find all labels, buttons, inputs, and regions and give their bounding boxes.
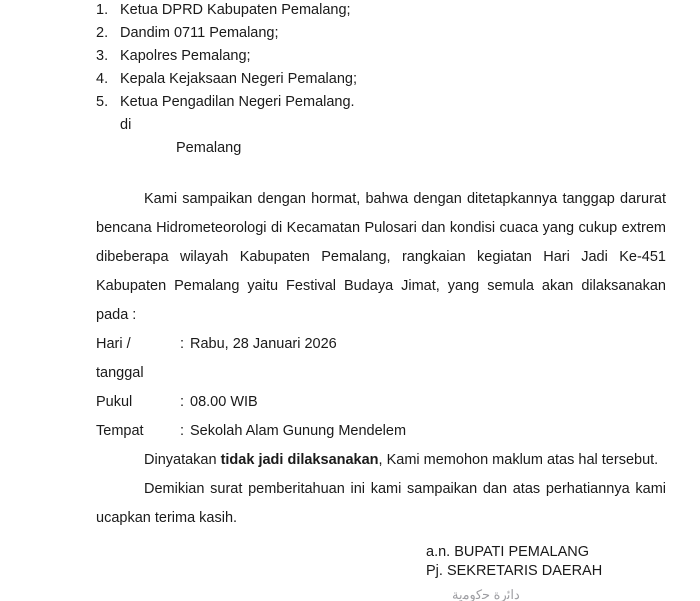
statement-before: Dinyatakan (144, 452, 221, 468)
recipient-place: Pemalang (176, 139, 242, 156)
list-item (96, 92, 666, 114)
list-item-label: Ketua Pengadilan Negeri Pemalang. (120, 94, 355, 110)
recipient-di-label: di (120, 117, 132, 133)
detail-row (96, 388, 666, 417)
official-stamp: ﺩﺍﺋﺭﺓ ﺣﻛﻭﻣﻳﺔ (452, 587, 520, 601)
detail-separator: : (180, 336, 185, 352)
detail-row (96, 330, 666, 388)
detail-label: Hari / tanggal (96, 336, 144, 381)
list-item-number: 3. (96, 48, 109, 64)
body-paragraph-1: Kami sampaikan dengan hormat, bahwa dengan ditetapkannya tanggap darurat bencana Hidrometeorologi di Kecamatan Pulosari dan kondisi cuaca yang cukup extrem dibeberapa wilayah Kabupaten Pemalang, rangkaian kegiatan Hari Jadi Ke-451 Kabupaten Pemalang yaitu Festival Budaya Jimat, yang semula akan dilaksanakan pada : (96, 191, 666, 323)
detail-separator: : (180, 423, 185, 439)
recipient-list (96, 0, 666, 114)
statement-highlight: tidak jadi dilaksanakan (220, 452, 379, 468)
list-item-number: 5. (96, 94, 109, 110)
list-item-number: 2. (96, 25, 109, 41)
list-item (96, 46, 666, 68)
list-item-number: 4. (96, 71, 109, 87)
statement-paragraph (96, 446, 666, 475)
list-item (96, 69, 666, 91)
list-item-number: 1. (96, 2, 109, 18)
list-item-label: Kapolres Pemalang; (120, 48, 251, 64)
detail-label: Pukul (96, 394, 133, 410)
signature-block (426, 543, 666, 581)
detail-value: 08.00 WIB (190, 394, 258, 410)
body-paragraph-2: Demikian surat pemberitahuan ini kami sampaikan dan atas perhatiannya kami ucapkan terima kasih. (96, 481, 666, 526)
letter-body (96, 185, 666, 533)
signature-line-2: Pj. SEKRETARIS DAERAH (426, 563, 603, 579)
detail-label: Tempat (96, 423, 144, 439)
signature-line-1: a.n. BUPATI PEMALANG (426, 544, 590, 560)
list-item (96, 23, 666, 45)
list-item-label: Kepala Kejaksaan Negeri Pemalang; (120, 71, 357, 87)
detail-separator: : (180, 394, 185, 410)
statement-after: , Kami memohon maklum atas hal tersebut. (378, 452, 659, 468)
list-item-label: Dandim 0711 Pemalang; (120, 25, 279, 41)
detail-value: Rabu, 28 Januari 2026 (190, 336, 337, 352)
list-item (96, 0, 666, 22)
detail-row (96, 417, 666, 446)
detail-value: Sekolah Alam Gunung Mendelem (190, 423, 407, 439)
list-item-label: Ketua DPRD Kabupaten Pemalang; (120, 2, 351, 18)
